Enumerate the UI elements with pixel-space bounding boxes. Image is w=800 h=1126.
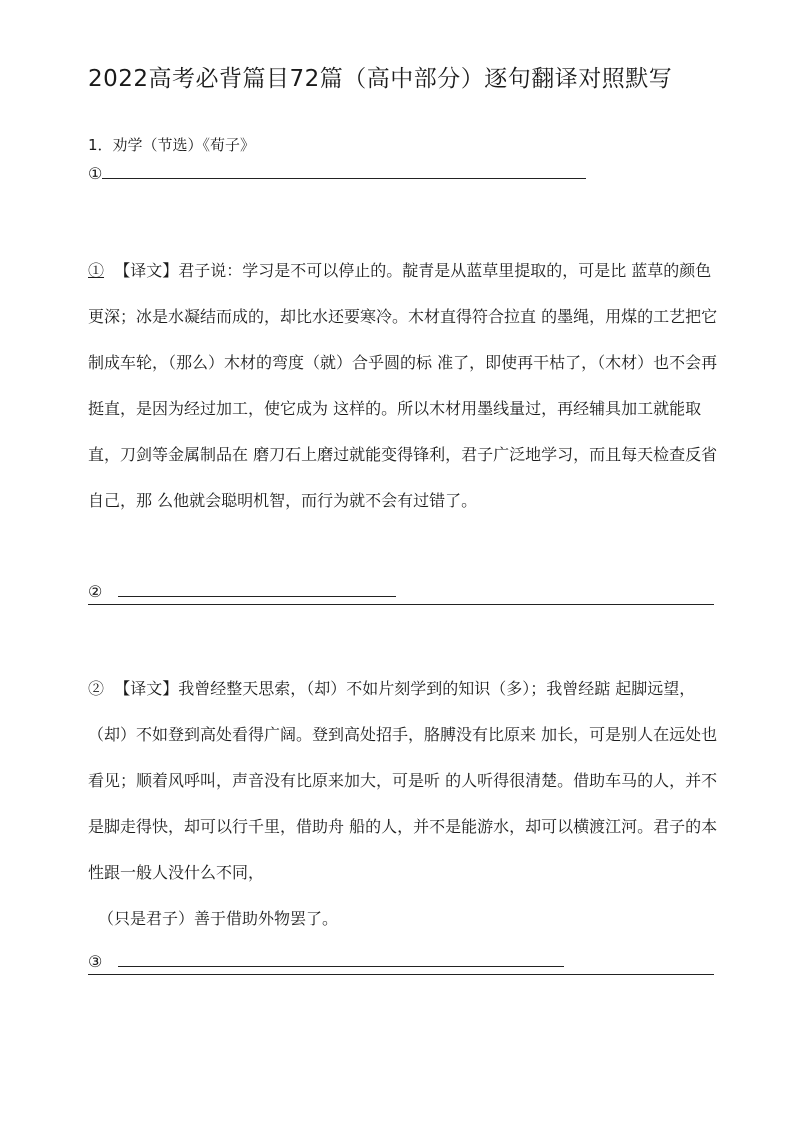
translation-label: 【译文】: [114, 679, 179, 698]
answer-marker: ①: [88, 164, 103, 183]
translation-marker: ①: [88, 261, 105, 280]
answer-marker: ③: [88, 952, 103, 971]
answer-line-3[interactable]: [88, 950, 714, 975]
section-heading: 1．劝学（节选）《荀子》: [88, 136, 256, 154]
translation-text: 我曾经整天思索，（却）不如片刻学到的知识（多）；我曾经踮 起脚远望，（却）不如登到高处看得广阔。登到高处招手，胳膊没有比原来 加长，可是别人在远处也看见；顺着风呼叫，声音没有比原来加大，可是听 的人听得很清楚。借助车马的人，并不是脚走得快，却可以行千里，借助舟 船的人，并不是能游水，却可以横渡江河。君子的本性跟一般人没什么不同，: [88, 679, 718, 882]
translation-paragraph: [88, 666, 718, 896]
translation-block-2: [88, 666, 718, 942]
translation-block-1: [88, 248, 718, 524]
translation-continuation: （只是君子）善于借助外物罢了。: [98, 909, 339, 928]
answer-line-1[interactable]: [88, 164, 586, 183]
translation-marker: ②: [88, 679, 105, 698]
translation-text: 君子说：学习是不可以停止的。靛青是从蓝草里提取的，可是比 蓝草的颜色更深；冰是水凝结而成的，却比水还要寒冷。木材直得符合拉直 的墨绳，用煤的工艺把它制成车轮，（那么）木材的弯度（就）合乎圆的标 准了，即使再干枯了，（木材）也不会再挺直，是因为经过加工，使它成为 这样的。所以木材用墨线量过，再经辅具加工就能取直，刀剑等金属制品在 磨刀石上磨过就能变得锋利，君子广泛地学习，而且每天检查反省自己，那 么他就会聪明机智，而行为就不会有过错了。: [88, 261, 718, 510]
translation-paragraph: [88, 248, 718, 524]
translation-label: 【译文】: [114, 261, 179, 280]
answer-marker: ②: [88, 582, 103, 601]
blank-underline: [118, 580, 396, 597]
blank-underline: [118, 950, 564, 967]
blank-underline: [102, 164, 586, 179]
answer-line-2[interactable]: [88, 580, 714, 605]
page-title: 2022高考必背篇目72篇（高中部分）逐句翻译对照默写: [88, 66, 673, 92]
